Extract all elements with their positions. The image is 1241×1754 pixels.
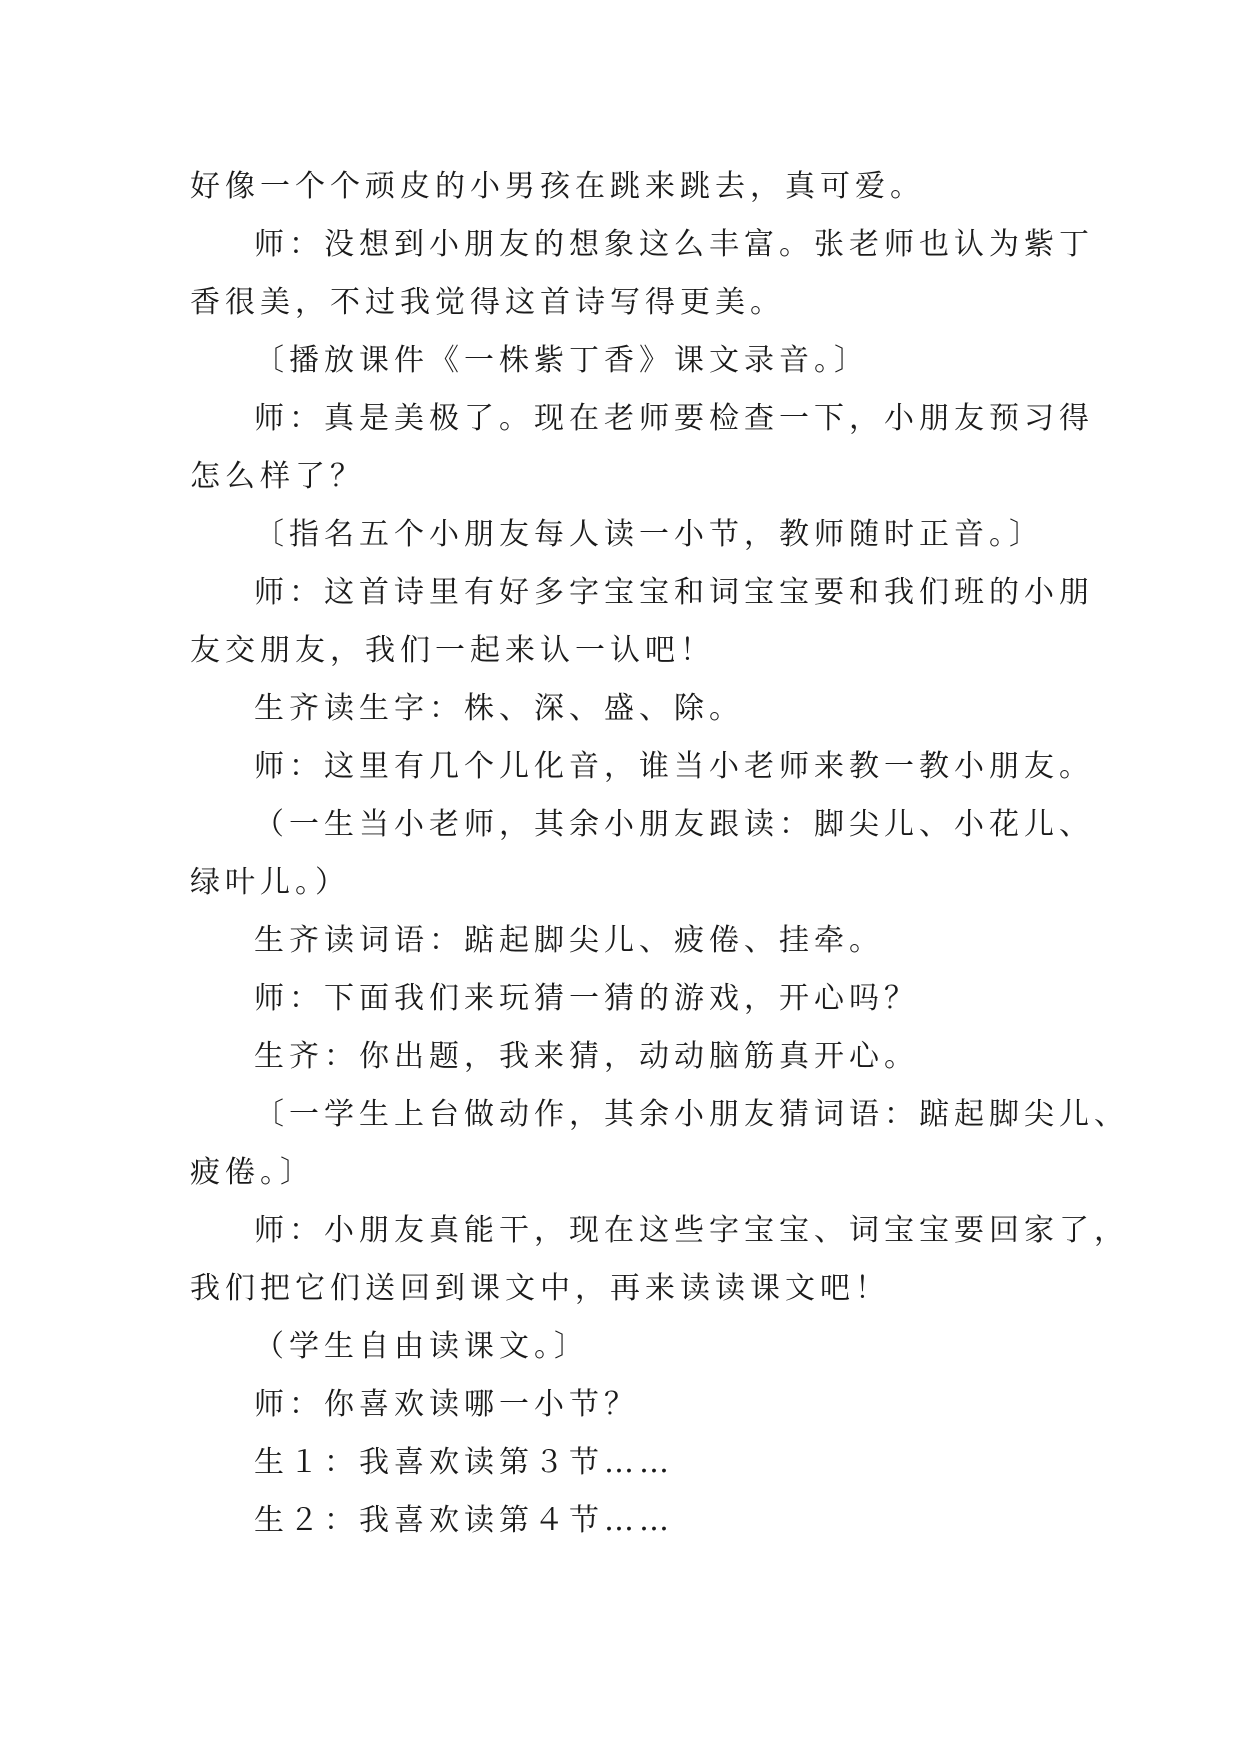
- text-line: 生齐：你出题，我来猜，动动脑筋真开心。: [254, 1039, 919, 1074]
- document-body: [190, 158, 1129, 1550]
- text-line: 好像一个个顽皮的小男孩在跳来跳去，真可爱。: [190, 169, 925, 204]
- text-line: 友交朋友，我们一起来认一认吧！: [190, 633, 715, 668]
- text-line: （一生当小老师，其余小朋友跟读：脚尖儿、小花儿、: [254, 807, 1094, 842]
- text-line: 怎么样了？: [190, 459, 365, 494]
- text-line: 〔一学生上台做动作，其余小朋友猜词语：踮起脚尖儿、: [254, 1097, 1129, 1132]
- text-line: 绿叶儿。）: [190, 865, 350, 900]
- text-line: 〔指名五个小朋友每人读一小节，教师随时正音。〕: [254, 517, 1044, 552]
- text-line: 生１：我喜欢读第３节……: [254, 1445, 674, 1480]
- text-line: 师：没想到小朋友的想象这么丰富。张老师也认为紫丁: [254, 227, 1094, 262]
- text-line: 师：这首诗里有好多字宝宝和词宝宝要和我们班的小朋: [254, 575, 1094, 610]
- text-line: 师：真是美极了。现在老师要检查一下，小朋友预习得: [254, 401, 1094, 436]
- text-line: 师：你喜欢读哪一小节？: [254, 1387, 639, 1422]
- text-line: 师：下面我们来玩猜一猜的游戏，开心吗？: [254, 981, 919, 1016]
- text-line: 师：这里有几个儿化音，谁当小老师来教一教小朋友。: [254, 749, 1094, 784]
- text-line: 我们把它们送回到课文中，再来读读课文吧！: [190, 1271, 890, 1306]
- text-line: （学生自由读课文。〕: [254, 1329, 589, 1364]
- text-line: 师：小朋友真能干，现在这些字宝宝、词宝宝要回家了，: [254, 1213, 1129, 1248]
- text-line: 〔播放课件《一株紫丁香》课文录音。〕: [254, 343, 869, 378]
- text-line: 香很美，不过我觉得这首诗写得更美。: [190, 285, 785, 320]
- text-line: 生齐读生字：株、深、盛、除。: [254, 691, 744, 726]
- text-line: 生２：我喜欢读第４节……: [254, 1503, 674, 1538]
- text-line: 生齐读词语：踮起脚尖儿、疲倦、挂牵。: [254, 923, 884, 958]
- text-line: 疲倦。〕: [190, 1155, 315, 1190]
